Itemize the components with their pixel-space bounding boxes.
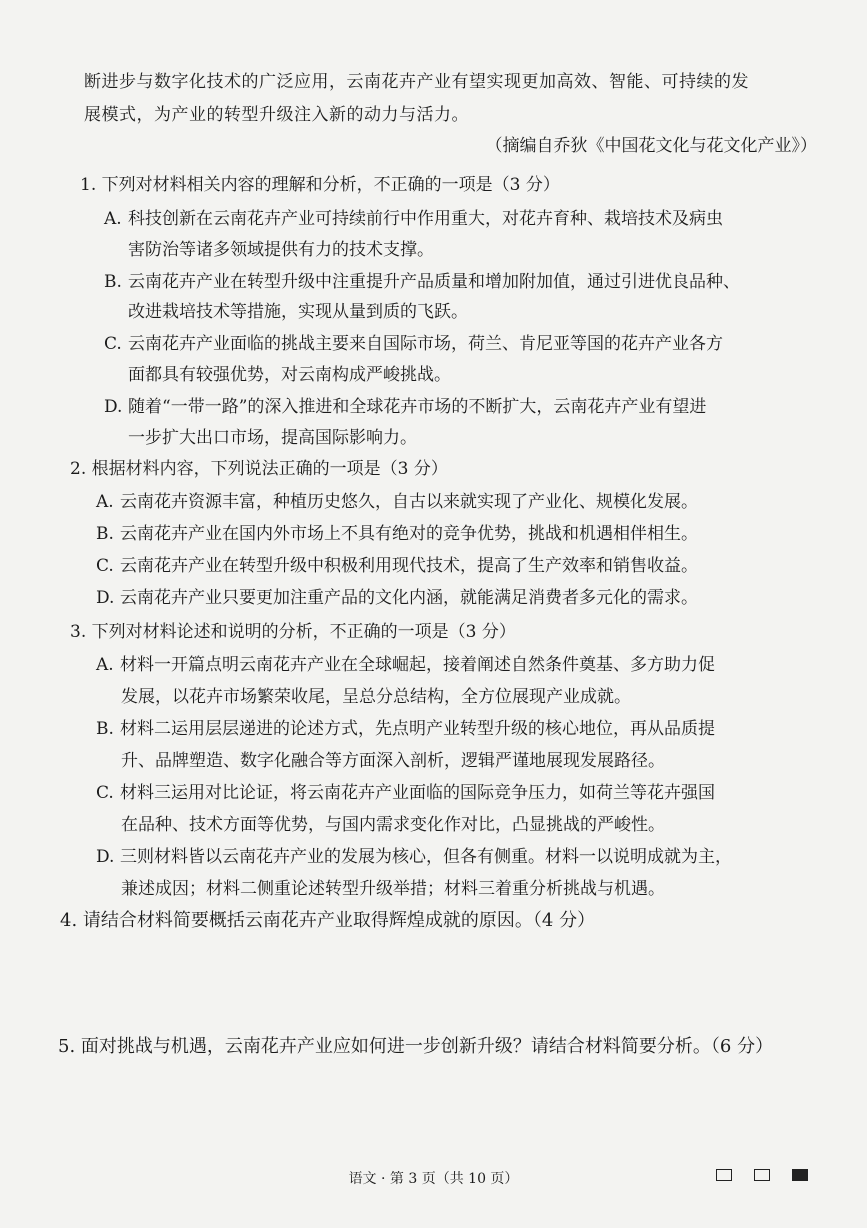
option-text: 随着“一带一路”的深入推进和全球花卉市场的不断扩大，云南花卉产业有望进	[128, 397, 707, 417]
q3-option-a	[96, 650, 715, 675]
q1-option-c-cont: 面都具有较强优势，对云南构成严峻挑战。	[128, 365, 451, 385]
q3-option-b	[96, 714, 715, 739]
q3-option-d-cont: 兼述成因；材料二侧重论述转型升级举措；材料三着重分析挑战与机遇。	[121, 879, 665, 899]
q2-option-d	[96, 583, 698, 608]
intro-line-1: 断进步与数字化技术的广泛应用，云南花卉产业有望实现更加高效、智能、可持续的发	[84, 72, 749, 92]
question-3-stem: 3. 下列对材料论述和说明的分析，不正确的一项是（3 分）	[70, 622, 516, 642]
intro-line-2: 展模式，为产业的转型升级注入新的动力与活力。	[84, 105, 469, 125]
q2-option-a	[96, 487, 698, 512]
q1-option-d-cont: 一步扩大出口市场，提高国际影响力。	[128, 428, 417, 448]
q3-option-a-cont: 发展，以花卉市场繁荣收尾，呈总分总结构，全方位展现产业成就。	[121, 687, 631, 707]
option-letter: B.	[104, 272, 122, 292]
page-markers	[716, 1169, 808, 1181]
option-letter: C.	[96, 556, 114, 576]
option-text: 云南花卉产业面临的挑战主要来自国际市场，荷兰、肯尼亚等国的花卉产业各方	[128, 334, 723, 354]
option-letter: A.	[104, 209, 122, 229]
option-text: 云南花卉产业只要更加注重产品的文化内涵，就能满足消费者多元化的需求。	[120, 588, 698, 608]
q1-option-d	[104, 392, 706, 417]
q1-option-a	[104, 204, 723, 229]
source-citation: （摘编自乔狄《中国花文化与花文化产业》）	[485, 136, 817, 156]
option-letter: B.	[96, 524, 114, 544]
option-letter: C.	[96, 783, 114, 803]
option-text: 材料三运用对比论证，将云南花卉产业面临的国际竞争压力，如荷兰等花卉强国	[120, 783, 715, 803]
q3-option-c-cont: 在品种、技术方面等优势，与国内需求变化作对比，凸显挑战的严峻性。	[121, 815, 665, 835]
option-text: 三则材料皆以云南花卉产业的发展为核心，但各有侧重。材料一以说明成就为主，	[120, 847, 732, 867]
option-letter: D.	[96, 847, 115, 867]
q3-option-b-cont: 升、品牌塑造、数字化融合等方面深入剖析，逻辑严谨地展现发展路径。	[121, 751, 665, 771]
option-letter: C.	[104, 334, 122, 354]
question-4-stem: 4. 请结合材料简要概括云南花卉产业取得辉煌成就的原因。（4 分）	[60, 910, 596, 931]
q3-option-c	[96, 778, 715, 803]
option-letter: A.	[96, 655, 114, 675]
q1-option-b-cont: 改进栽培技术等措施，实现从量到质的飞跃。	[128, 302, 468, 322]
question-2-stem: 2. 根据材料内容，下列说法正确的一项是（3 分）	[70, 459, 448, 479]
q3-option-d	[96, 842, 732, 867]
marker-empty-box	[716, 1169, 732, 1181]
option-text: 材料一开篇点明云南花卉产业在全球崛起，接着阐述自然条件奠基、多方助力促	[120, 655, 715, 675]
option-letter: B.	[96, 719, 114, 739]
option-text: 云南花卉产业在转型升级中注重提升产品质量和增加附加值，通过引进优良品种、	[128, 272, 740, 292]
marker-filled-box	[792, 1169, 808, 1181]
question-5-stem: 5. 面对挑战与机遇，云南花卉产业应如何进一步创新升级？请结合材料简要分析。（6 分）	[58, 1036, 774, 1057]
option-letter: A.	[96, 492, 114, 512]
option-text: 云南花卉产业在转型升级中积极利用现代技术，提高了生产效率和销售收益。	[120, 556, 698, 576]
q1-option-a-cont: 害防治等诸多领域提供有力的技术支撑。	[128, 240, 434, 260]
question-1-stem: 1. 下列对材料相关内容的理解和分析，不正确的一项是（3 分）	[80, 175, 560, 195]
option-text: 云南花卉产业在国内外市场上不具有绝对的竞争优势，挑战和机遇相伴相生。	[120, 524, 698, 544]
option-text: 科技创新在云南花卉产业可持续前行中作用重大，对花卉育种、栽培技术及病虫	[128, 209, 723, 229]
q1-option-b	[104, 267, 740, 292]
intro-paragraph	[84, 66, 824, 132]
q1-option-c	[104, 329, 723, 354]
marker-empty-box	[754, 1169, 770, 1181]
option-text: 云南花卉资源丰富，种植历史悠久，自古以来就实现了产业化、规模化发展。	[120, 492, 698, 512]
page-footer: 语文 · 第 3 页（共 10 页）	[348, 1171, 519, 1187]
option-letter: D.	[104, 397, 123, 417]
option-letter: D.	[96, 588, 115, 608]
q2-option-b	[96, 519, 698, 544]
q2-option-c	[96, 551, 698, 576]
option-text: 材料二运用层层递进的论述方式，先点明产业转型升级的核心地位，再从品质提	[120, 719, 715, 739]
